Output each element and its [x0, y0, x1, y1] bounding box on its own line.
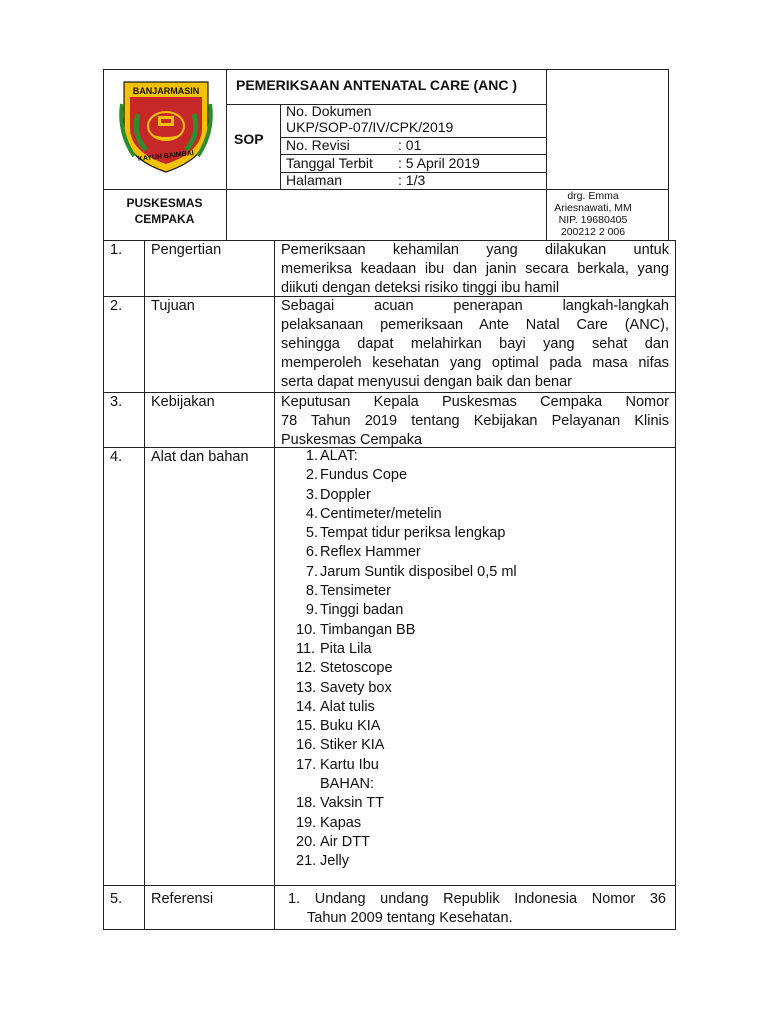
table-row-divider: [103, 885, 676, 886]
issue-date-value: : 5 April 2019: [398, 155, 480, 171]
equipment-item: [296, 563, 656, 582]
equipment-item-text: ALAT:: [320, 448, 358, 464]
row-label: Alat dan bahan: [151, 449, 249, 465]
equipment-item: [296, 794, 656, 813]
row-label: Kebijakan: [151, 394, 215, 410]
equipment-item-text: Kapas: [320, 814, 362, 831]
equipment-item-text: Savety box: [320, 679, 392, 696]
equipment-item-text: Tinggi badan: [320, 602, 404, 619]
equipment-item: [296, 621, 656, 640]
equipment-item-number: 4.: [305, 505, 318, 522]
equipment-item: [296, 601, 656, 620]
equipment-item-number: 19.: [296, 814, 317, 831]
equipment-item: [296, 543, 656, 562]
equipment-item: [296, 698, 656, 717]
equipment-item-number: 11.: [296, 640, 316, 657]
issue-date-label: Tanggal Terbit: [286, 155, 373, 171]
doc-no-label: No. Dokumen: [286, 103, 372, 119]
equipment-item-number: 5.: [305, 525, 318, 542]
equipment-item-text: Doppler: [320, 486, 371, 503]
row-label: Tujuan: [151, 298, 195, 314]
equipment-item: [296, 582, 656, 601]
page-label: Halaman: [286, 172, 343, 188]
row-text-line: 1. Undang undang Republik Indonesia Nomor 36: [288, 891, 666, 907]
equipment-item: [296, 736, 656, 755]
signatory-line: 200212 2 006: [560, 226, 626, 238]
row-text-line: memperoleh kesehatan yang optimal pada masa nifas: [281, 355, 669, 371]
org-name-line1: PUSKESMAS: [126, 196, 203, 210]
document-title: PEMERIKSAAN ANTENATAL CARE (ANC ): [236, 77, 518, 93]
equipment-item: [296, 505, 656, 524]
row-number: 1.: [110, 242, 123, 258]
equipment-item-number: 8.: [305, 583, 318, 600]
equipment-item-text: Stiker KIA: [320, 737, 385, 754]
header-divider: [546, 69, 547, 241]
equipment-item: [296, 833, 656, 852]
equipment-item-number: 1.: [305, 448, 318, 464]
header-divider: [226, 69, 227, 241]
row-label: Pengertian: [151, 242, 222, 258]
equipment-item: [296, 679, 656, 698]
equipment-item: [296, 717, 656, 736]
equipment-item-number: 9.: [305, 602, 318, 619]
equipment-item-text: Jelly: [320, 853, 350, 870]
row-text-line: memeriksa keadaan ibu dan janin secara berkala, yang: [281, 261, 669, 277]
equipment-item: [296, 640, 656, 659]
equipment-item-text: Alat tulis: [320, 698, 375, 715]
equipment-item-number: 14.: [296, 698, 317, 715]
table-column-divider: [274, 240, 275, 930]
doc-no-value: UKP/SOP-07/IV/CPK/2019: [286, 119, 454, 135]
row-text-line: Puskesmas Cempaka: [281, 432, 423, 448]
equipment-item-number: 3.: [305, 486, 318, 503]
equipment-item-number: 17.: [296, 756, 317, 773]
equipment-item: [296, 447, 656, 466]
revision-label: No. Revisi: [286, 137, 350, 153]
row-text-line: serta dapat menyusui dengan baik dan benar: [281, 374, 573, 390]
equipment-item: [296, 659, 656, 678]
row-text-line: Sebagai acuan penerapan langkah-langkah: [281, 298, 669, 314]
equipment-item-text: Jarum Suntik disposibel 0,5 ml: [320, 563, 517, 580]
header-divider: [280, 104, 281, 189]
equipment-item-text: Buku KIA: [320, 718, 381, 735]
header-divider: [226, 104, 546, 105]
row-number: 3.: [110, 394, 123, 410]
equipment-item-text: BAHAN:: [320, 776, 374, 793]
equipment-item-text: Kartu Ibu: [320, 756, 379, 773]
equipment-item-number: 13.: [296, 679, 317, 696]
sop-label: SOP: [234, 131, 264, 147]
equipment-item-number: 2.: [305, 467, 318, 484]
page-value: : 1/3: [398, 172, 426, 188]
equipment-item-number: 10.: [296, 621, 317, 638]
signatory-line: Ariesnawati, MM: [554, 202, 632, 214]
logo-bottom-text: KAYUH BAIMBAI: [137, 150, 195, 163]
equipment-item-number: 16.: [296, 737, 317, 754]
row-text-line: sehingga dapat melahirkan bayi yang sehat dan: [281, 336, 669, 352]
equipment-item-text: Reflex Hammer: [320, 544, 421, 561]
signatory-block: [548, 190, 638, 238]
row-text-line: Keputusan Kepala Puskesmas Cempaka Nomor: [281, 394, 669, 410]
equipment-list: [296, 447, 656, 872]
equipment-item-text: Centimeter/metelin: [320, 505, 442, 522]
equipment-item-text: Fundus Cope: [320, 467, 408, 484]
equipment-item: [296, 775, 656, 794]
equipment-item-text: Tensimeter: [320, 583, 391, 600]
equipment-item-text: Stetoscope: [320, 660, 393, 677]
equipment-item-text: Air DTT: [320, 833, 370, 850]
org-name-line2: CEMPAKA: [134, 212, 195, 226]
equipment-item-text: Timbangan BB: [320, 621, 416, 638]
equipment-item-number: 12.: [296, 660, 317, 677]
equipment-item: [296, 466, 656, 485]
row-number: 4.: [110, 449, 123, 465]
row-text-line: Pemeriksaan kehamilan yang dilakukan untuk: [281, 242, 669, 258]
revision-value: : 01: [398, 137, 422, 153]
equipment-item-number: 7.: [305, 563, 318, 580]
row-number: 2.: [110, 298, 123, 314]
banjarmasin-logo: [118, 76, 214, 176]
row-text-line: diikuti dengan deteksi risiko tinggi ibu hamil: [281, 280, 560, 296]
row-text-line: pelaksanaan pemeriksaan Ante Natal Care (ANC),: [281, 317, 669, 333]
signatory-line: NIP. 19680405: [558, 214, 628, 226]
equipment-item: [296, 486, 656, 505]
equipment-item-number: 15.: [296, 718, 317, 735]
equipment-item-number: 18.: [296, 795, 317, 812]
row-text-line: 78 Tahun 2019 tentang Kebijakan Pelayanan Klinis: [281, 413, 669, 429]
equipment-item-text: Tempat tidur periksa lengkap: [320, 525, 506, 542]
row-number: 5.: [110, 891, 123, 907]
equipment-item-text: Pita Lila: [320, 640, 372, 657]
signatory-line: drg. Emma: [567, 190, 619, 202]
equipment-item: [296, 852, 656, 871]
row-text-line: Tahun 2009 tentang Kesehatan.: [307, 910, 513, 926]
equipment-item-number: 21.: [296, 853, 317, 870]
table-column-divider: [144, 240, 145, 930]
equipment-item: [296, 756, 656, 775]
equipment-item: [296, 524, 656, 543]
equipment-item-number: 6.: [305, 544, 318, 561]
row-label: Referensi: [151, 891, 214, 907]
equipment-item: [296, 814, 656, 833]
equipment-item-text: Vaksin TT: [320, 795, 384, 812]
logo-top-text: BANJARMASIN: [132, 86, 200, 96]
equipment-item-number: 20.: [296, 833, 317, 850]
